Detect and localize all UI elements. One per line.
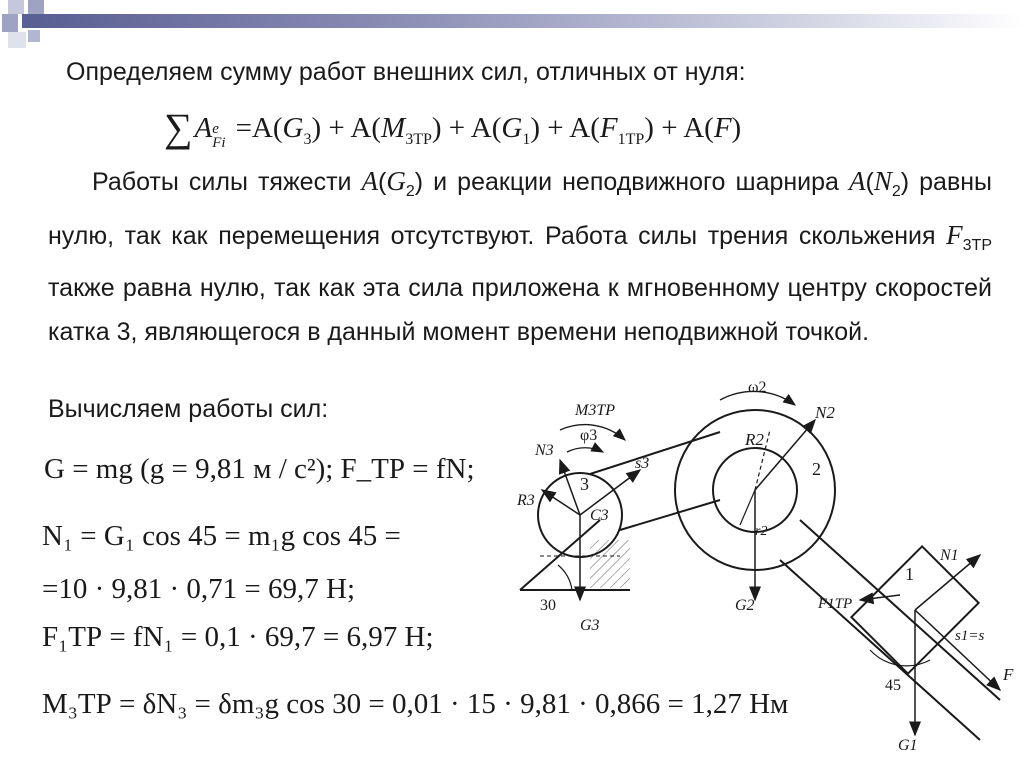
formula-m3tr: M₃ТР = δN₃ = δm₃g cos 30 = 0,01 · 15 · 9,81 · 0,866 = 1,27 Нм xyxy=(42,688,789,720)
label-1: 1 xyxy=(905,564,914,584)
sum-term: + $A(F_{1ТР})$ xyxy=(540,112,654,148)
label-f1tr: F1TP xyxy=(818,596,853,612)
label-r2-small: r2 xyxy=(755,524,768,539)
label-2: 2 xyxy=(812,459,821,479)
formula-f1tr: F₁ТР = fN₁ = 0,1 · 69,7 = 6,97 H; xyxy=(42,621,434,653)
paragraph-segment: Работы силы тяжести xyxy=(92,168,362,196)
label-n2: N2 xyxy=(815,403,835,422)
label-g1: G1 xyxy=(898,737,918,754)
label-m3tr: M3TP xyxy=(575,402,615,419)
sum-formula xyxy=(164,104,741,151)
label-phi3: φ3 xyxy=(580,427,598,444)
label-s3: s3 xyxy=(635,455,650,472)
title-decoration xyxy=(0,0,1024,60)
label-g2: G2 xyxy=(735,597,755,614)
decor-square xyxy=(8,32,26,48)
sum-term: + $A(G_1)$ xyxy=(441,112,541,148)
decor-square xyxy=(28,0,44,14)
paragraph-segment: A xyxy=(361,166,379,196)
label-omega2: ω2 xyxy=(748,379,767,396)
paragraph-segment: 3ТР xyxy=(962,236,992,254)
label-r3: R3 xyxy=(517,492,535,509)
label-n1: N1 xyxy=(940,547,959,564)
label-45: 45 xyxy=(885,677,901,694)
paragraph-segment: ) равны нулю, так как перемещения отсутствуют. Работа силы трения скольжения xyxy=(48,168,993,250)
sum-term: $=A(G_3)$ xyxy=(235,112,322,148)
decor-square xyxy=(22,14,36,28)
decor-square xyxy=(28,30,40,42)
label-3: 3 xyxy=(580,474,589,494)
label-g3: G3 xyxy=(580,617,600,634)
label-n3: N3 xyxy=(535,442,554,459)
belt xyxy=(590,432,720,530)
incline-hatch xyxy=(590,540,630,588)
mechanism-diagram xyxy=(478,360,1024,767)
pulley-2 xyxy=(675,391,835,600)
label-30: 30 xyxy=(540,597,556,614)
title-bar xyxy=(36,14,1024,28)
sum-symbol: ∑ xyxy=(164,105,193,150)
sum-rhs xyxy=(235,112,742,148)
paragraph-segment: ( xyxy=(378,168,387,196)
paragraph-segment: 2 xyxy=(405,183,415,200)
decor-square xyxy=(8,0,24,14)
paragraph-segment: также равна нулю, так как эта сила приложена к мгновенному центру скоростей катка 3, являющегося в данный момент времени неподвижной точкой. xyxy=(48,274,992,346)
sum-term: + A(F) xyxy=(653,112,742,144)
label-c3: C3 xyxy=(590,507,609,524)
paragraph-segment: N xyxy=(873,166,892,196)
paragraph-segment: G xyxy=(386,166,406,196)
sum-term: + $A(M_{3ТР})$ xyxy=(321,112,442,148)
label-f: F xyxy=(1003,665,1014,684)
label-s1: s1=s xyxy=(955,628,985,644)
sum-indices: e Fi xyxy=(212,121,226,151)
slide-heading: Определяем сумму работ внешних сил, отличных от нуля: xyxy=(66,58,746,86)
formula-gravity-friction: G = mg (g = 9,81 м / c²); F_ТР = fN; xyxy=(44,453,475,485)
compute-heading: Вычисляем работы сил: xyxy=(48,395,329,423)
paragraph-segment: ( xyxy=(865,168,874,196)
paragraph-segment: ) и реакции неподвижного шарнира xyxy=(414,168,850,196)
label-r2-big: R2 xyxy=(745,430,764,449)
sum-work-letter: A xyxy=(194,112,213,144)
formula-n1-value: =10 · 9,81 · 0,71 = 69,7 H; xyxy=(42,573,356,605)
decor-square xyxy=(2,14,18,32)
formula-n1: N₁ = G₁ cos 45 = m₁g cos 45 = xyxy=(42,520,401,552)
paragraph-segment: F xyxy=(946,219,963,250)
paragraph-segment: A xyxy=(849,166,866,196)
paragraph-segment: 2 xyxy=(891,183,901,200)
explanation-paragraph xyxy=(48,160,992,354)
